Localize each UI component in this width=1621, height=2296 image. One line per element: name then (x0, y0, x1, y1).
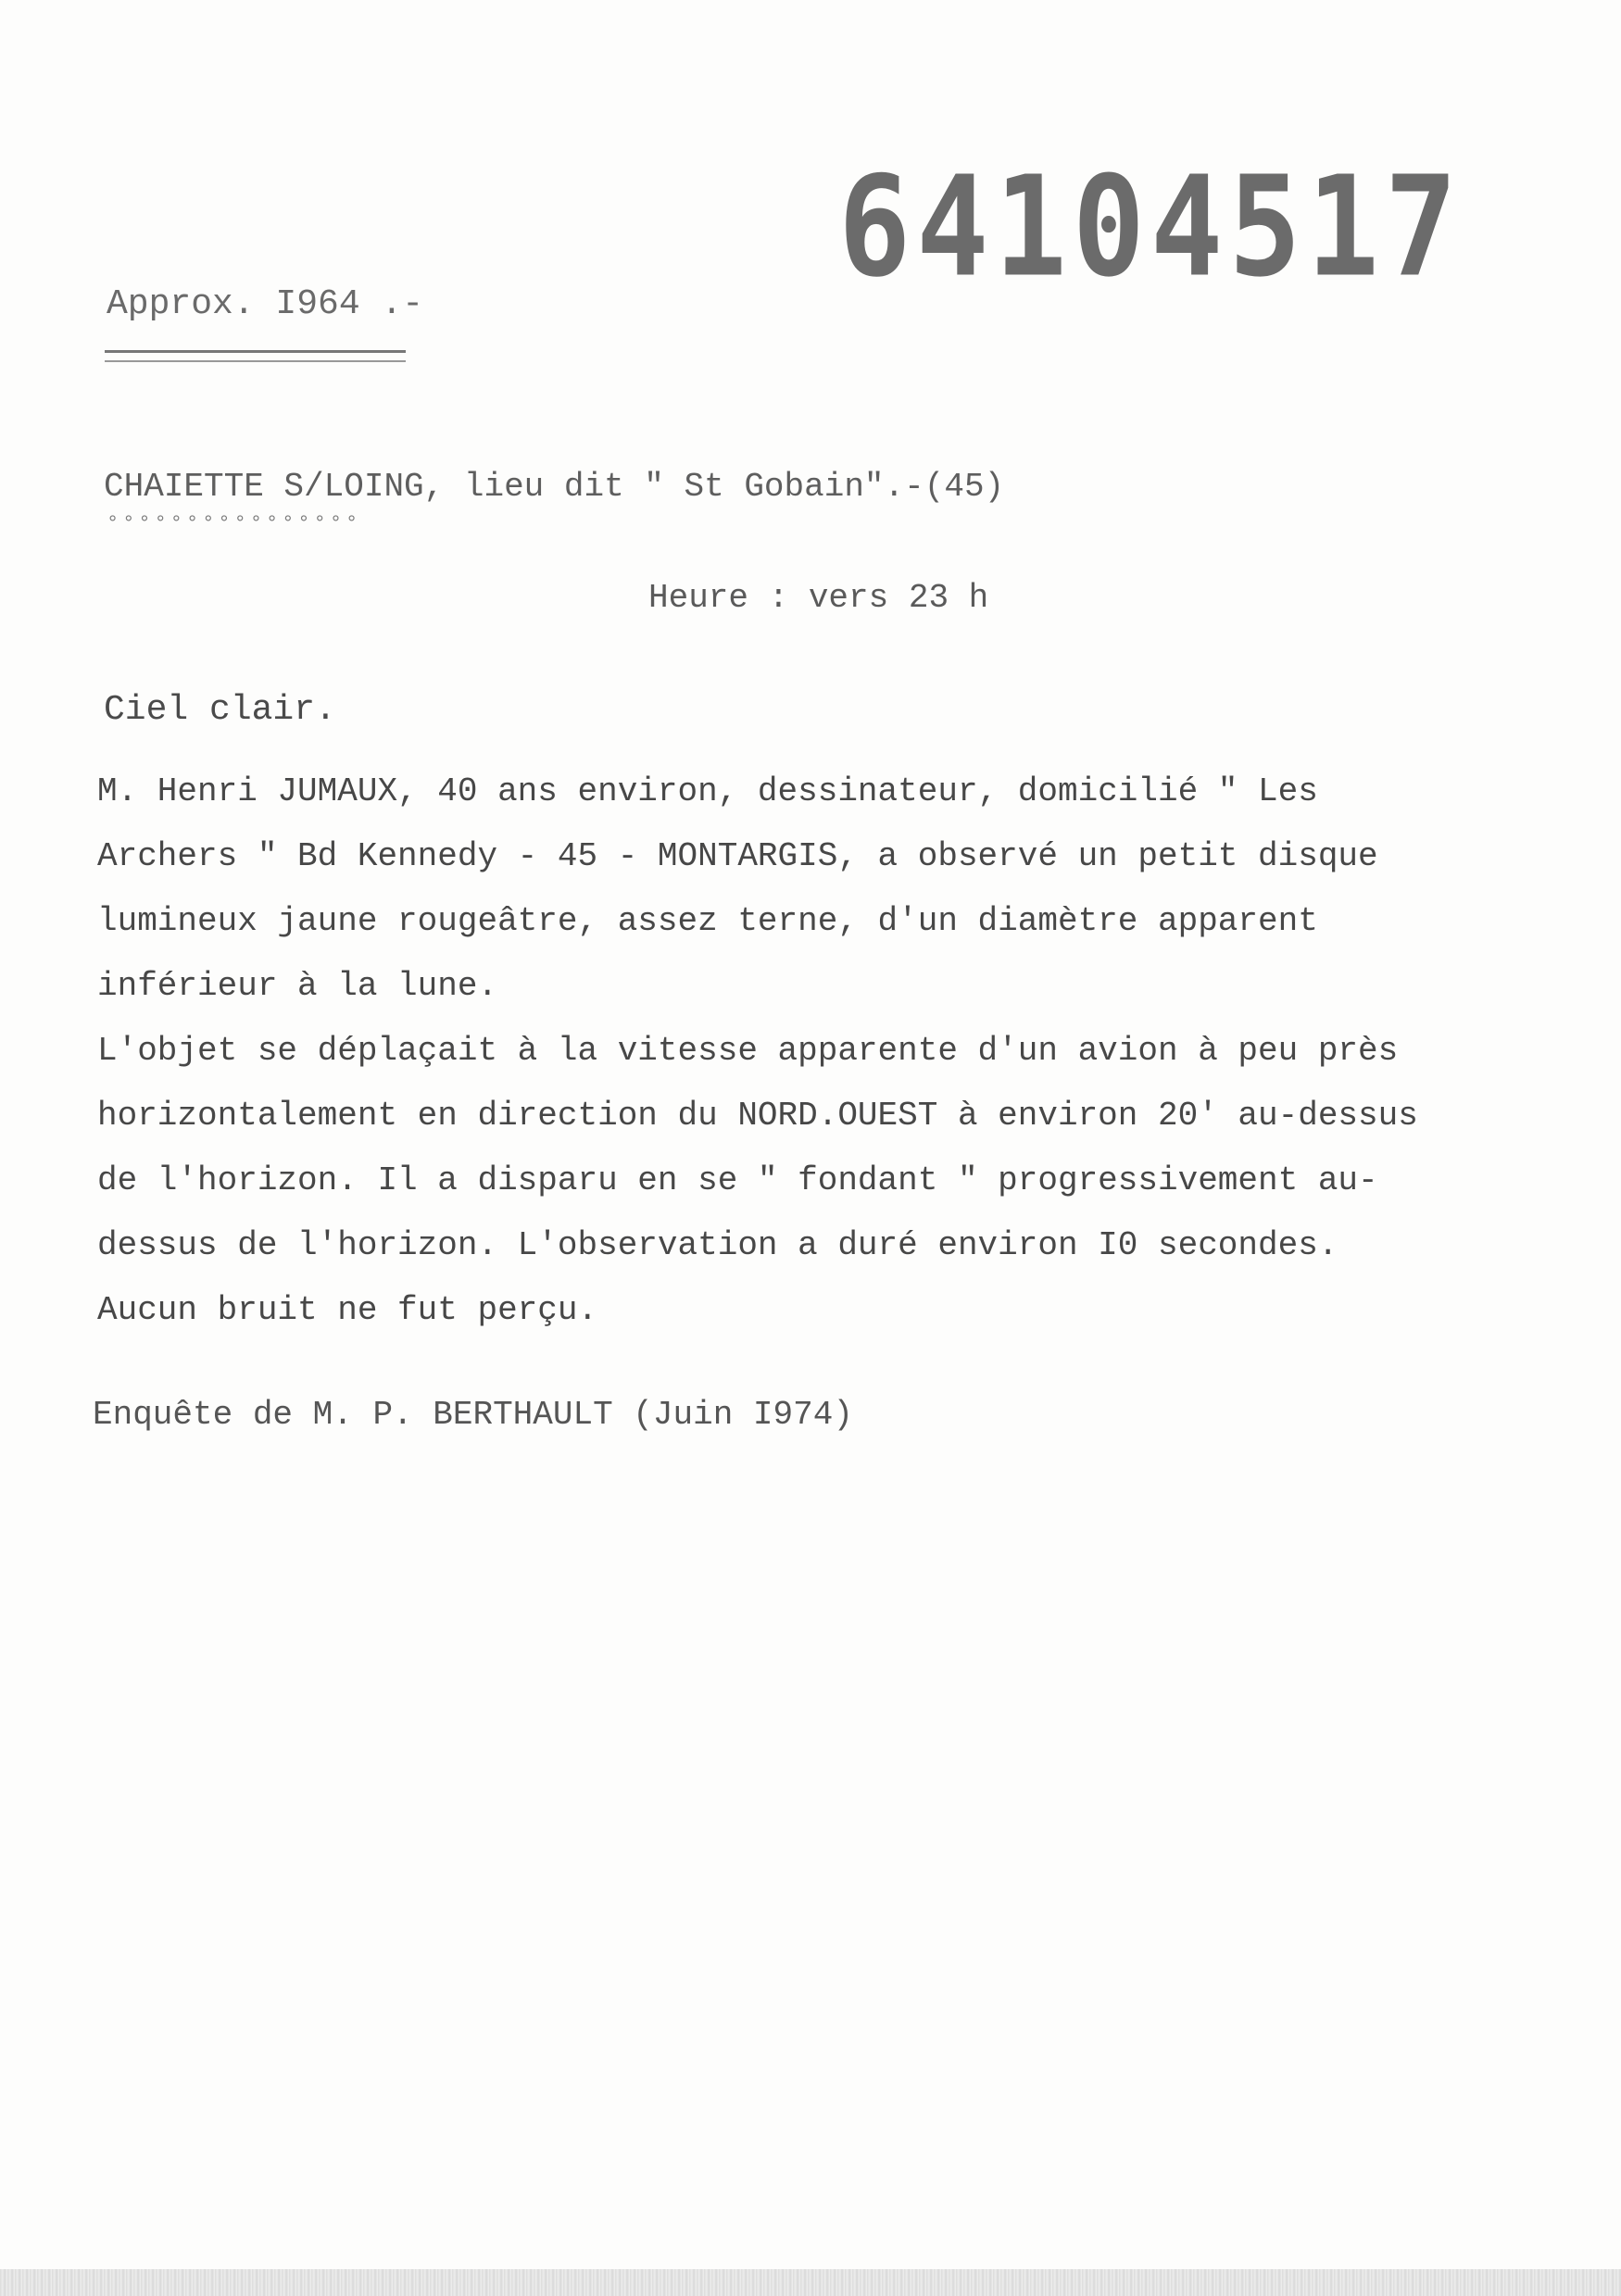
observation-time: Heure : vers 23 h (648, 579, 989, 617)
report-line: de l'horizon. Il a disparu en se " fondant " progressivement au- (97, 1161, 1378, 1199)
report-line: L'objet se déplaçait à la vitesse apparente d'un avion à peu près (97, 1032, 1399, 1070)
report-line: lumineux jaune rougeâtre, assez terne, d'un diamètre apparent (97, 902, 1318, 940)
report-line: Aucun bruit ne fut perçu. (97, 1291, 598, 1329)
report-line: Archers " Bd Kennedy - 45 - MONTARGIS, a observé un petit disque (97, 837, 1378, 875)
reference-number: 64104517 (838, 145, 1464, 308)
report-body (97, 759, 1552, 1343)
report-line: horizontalement en direction du NORD.OUEST à environ 20' au-dessus (97, 1097, 1418, 1135)
report-line: dessus de l'horizon. L'observation a duré environ I0 secondes. (97, 1226, 1338, 1264)
location-underline: °°°°°°°°°°°°°°°° (107, 512, 362, 535)
observation-location: CHAIETTE S/LOING, lieu dit " St Gobain".-(45) (104, 468, 1005, 506)
scan-edge-strip (0, 2269, 1621, 2296)
date-underline (105, 350, 406, 362)
report-line: M. Henri JUMAUX, 40 ans environ, dessinateur, domicilié " Les (97, 772, 1318, 810)
inquiry-credit: Enquête de M. P. BERTHAULT (Juin I974) (93, 1396, 853, 1434)
report-line: inférieur à la lune. (97, 967, 498, 1005)
observation-date: Approx. I964 .- (107, 284, 424, 324)
sky-condition: Ciel clair. (104, 690, 336, 730)
